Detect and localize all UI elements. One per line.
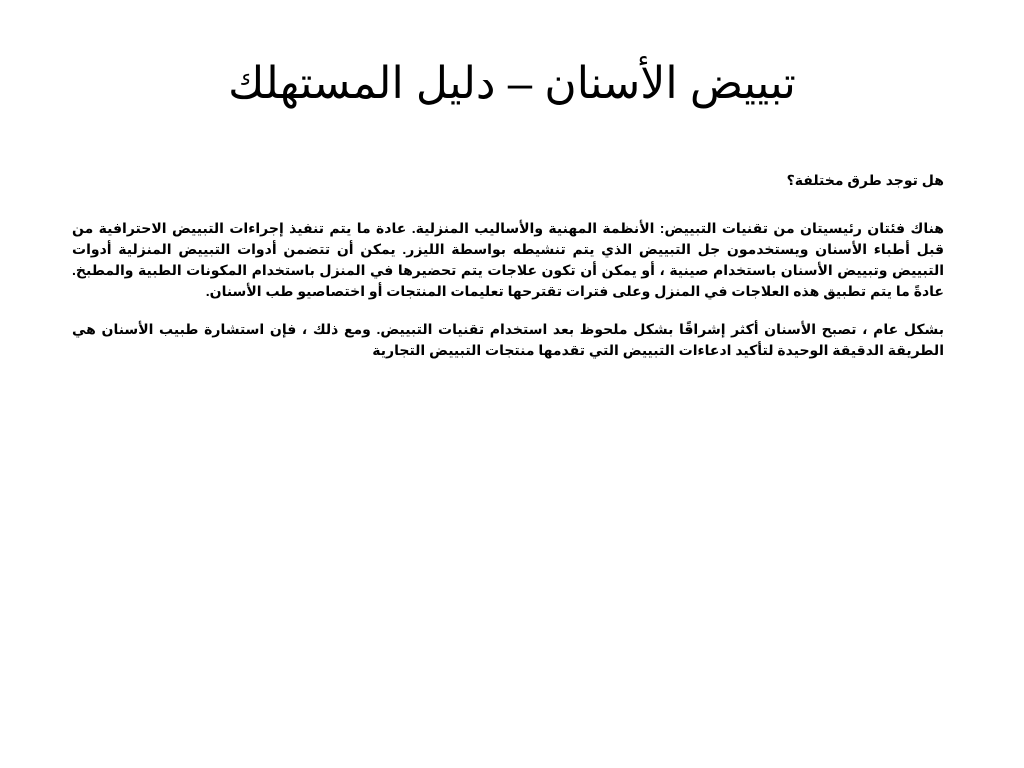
slide-body [72, 170, 944, 378]
slide-title: تبييض الأسنان – دليل المستهلك [228, 59, 796, 108]
paragraph-conclusion: بشكل عام ، تصبح الأسنان أكثر إشراقًا بشكل ملحوظ بعد استخدام تقنيات التبييض. ومع ذلك ، فإن استشارة طبيب الأسنان هي الطريقة الدقيقة الوحيدة لتأكيد ادعاءات التبييض التي تقدمها منتجات التبييض التجارية [72, 321, 944, 358]
paragraph-techniques: هناك فئتان رئيسيتان من تقنيات التبييض: الأنظمة المهنية والأساليب المنزلية. عادة ما يتم تنفيذ إجراءات التبييض الاحترافية من قبل أطباء الأسنان ويستخدمون جل التبييض الذي يتم تنشيطه بواسطة الليزر. يمكن أن تتضمن أدوات التبييض المنزلية أدوات التبييض وتبييض الأسنان باستخدام صينية ، أو يمكن أن تكون علاجات يتم تحضيرها في المنزل باستخدام المكونات الطبية والمطبخ. عادةً ما يتم تطبيق هذه العلاجات في المنزل وعلى فترات تقترحها تعليمات المنتجات أو اختصاصيو طب الأسنان. [72, 220, 944, 299]
question-heading: هل توجد طرق مختلفة؟ [786, 172, 944, 188]
